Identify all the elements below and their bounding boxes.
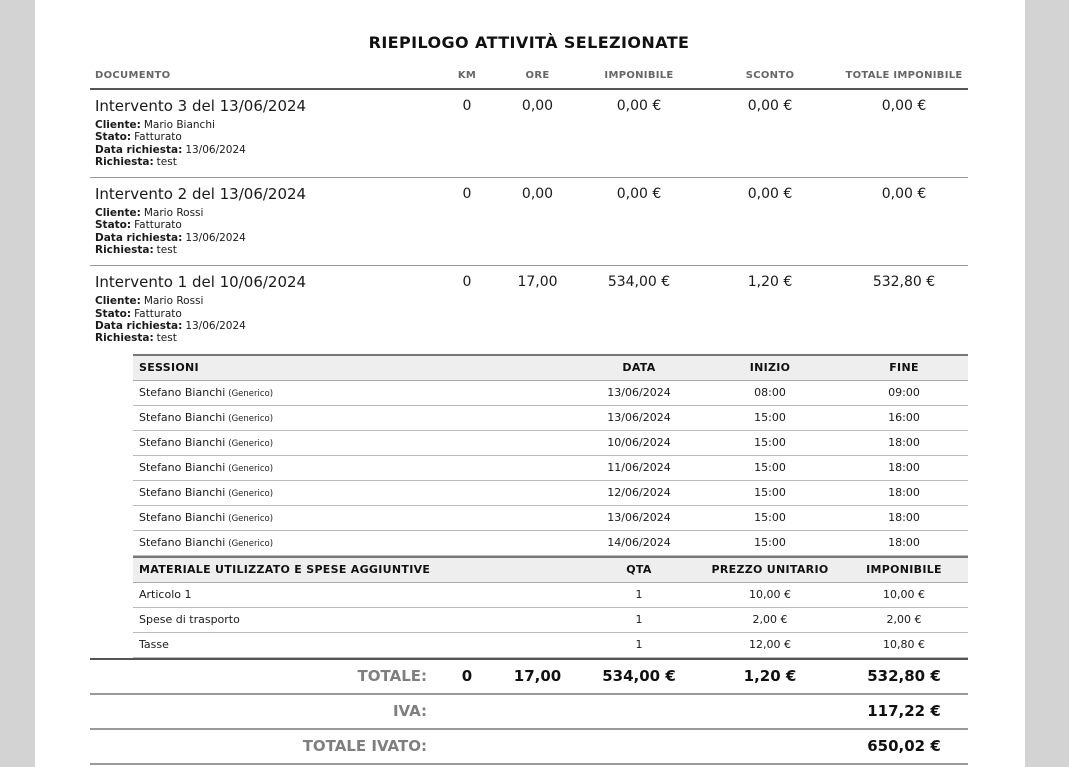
session-operator: Stefano Bianchi (Generico) [133,405,578,430]
session-row [133,430,968,455]
session-fine: 18:00 [840,455,968,480]
report-sheet [35,0,1025,767]
sessions-header-data: DATA [578,355,700,381]
page-title: RIEPILOGO ATTIVITÀ SELEZIONATE [368,33,690,52]
col-header-sconto: SCONTO [700,66,840,89]
operator-type: (Generico) [228,463,274,474]
operator-type: (Generico) [228,388,274,399]
material-imponibile: 10,80 € [840,632,968,657]
operator-type: (Generico) [228,413,274,424]
table-row [90,89,968,178]
intervention-document [90,266,437,354]
session-inizio: 15:00 [700,405,840,430]
session-row [133,530,968,555]
session-operator: Stefano Bianchi (Generico) [133,380,578,405]
cell-km: 0 [437,89,497,178]
sessions-header-inizio: INIZIO [700,355,840,381]
report-content [90,0,968,765]
session-inizio: 15:00 [700,530,840,555]
session-fine: 18:00 [840,430,968,455]
cell-ore: 0,00 [497,178,578,266]
materials-header-prezzo: PREZZO UNITARIO [700,557,840,583]
col-header-documento: DOCUMENTO [90,66,437,89]
operator-type: (Generico) [228,538,274,549]
material-prezzo: 12,00 € [700,632,840,657]
intervention-document [90,89,437,178]
detail-data-richiesta: Data richiesta: 13/06/2024 [95,319,246,332]
sessions-header-fine: FINE [840,355,968,381]
detail-cliente: Cliente: Mario Bianchi [95,119,215,131]
session-inizio: 15:00 [700,455,840,480]
table-row [90,178,968,266]
detail-stato: Stato: Fatturato [95,219,182,232]
detail-stato: Stato: Fatturato [95,131,182,144]
detail-richiesta: Richiesta: test [95,332,177,345]
cell-sconto: 0,00 € [700,178,840,266]
detail-data-richiesta: Data richiesta: 13/06/2024 [95,231,246,244]
cell-totale-imponibile: 0,00 € [840,89,968,178]
detail-stato: Stato: Fatturato [95,307,182,320]
cell-km: 0 [462,274,472,291]
cell-sconto: 0,00 € [700,89,840,178]
session-data: 10/06/2024 [578,430,700,455]
session-inizio: 15:00 [700,480,840,505]
material-imponibile: 10,00 € [840,582,968,607]
total-sconto: 1,20 € [700,659,840,694]
material-row [133,582,968,607]
total-ore: 17,00 [497,659,578,694]
session-fine: 09:00 [840,380,968,405]
material-row [133,607,968,632]
material-name: Tasse [133,632,578,657]
material-qta: 1 [578,632,700,657]
detail-data-richiesta: Data richiesta: 13/06/2024 [95,143,246,156]
session-operator: Stefano Bianchi (Generico) [133,455,578,480]
session-operator: Stefano Bianchi (Generico) [133,505,578,530]
materials-header-name: MATERIALE UTILIZZATO E SPESE AGGIUNTIVE [133,557,578,583]
cell-ore: 17,00 [517,274,558,291]
material-name: Spese di trasporto [133,607,578,632]
intervention-title: Intervento 2 del 13/06/2024 [95,185,307,204]
session-operator: Stefano Bianchi (Generico) [133,480,578,505]
iva-label: IVA: [90,694,437,729]
session-inizio: 15:00 [700,430,840,455]
session-data: 12/06/2024 [578,480,700,505]
sessions-table [133,354,968,556]
nested-tables-row [90,354,968,659]
operator-type: (Generico) [228,513,274,524]
material-qta: 1 [578,582,700,607]
intervention-title: Intervento 3 del 13/06/2024 [95,97,307,115]
session-row [133,380,968,405]
session-inizio: 15:00 [700,505,840,530]
materials-header-imponibile: IMPONIBILE [840,557,968,583]
operator-type: (Generico) [228,488,274,499]
session-inizio: 08:00 [700,380,840,405]
col-header-imponibile: IMPONIBILE [578,66,700,89]
materials-table [133,556,968,658]
total-km: 0 [437,659,497,694]
intervention-document [90,178,437,266]
session-data: 14/06/2024 [578,530,700,555]
intervention-title: Intervento 1 del 10/06/2024 [95,273,307,292]
totale-ivato-row [90,729,968,764]
detail-richiesta: Richiesta: test [95,244,177,257]
cell-totale-imponibile: 0,00 € [840,178,968,266]
material-imponibile: 2,00 € [840,607,968,632]
operator-type: (Generico) [228,438,274,449]
session-data: 13/06/2024 [578,380,700,405]
table-row [90,266,968,354]
session-data: 13/06/2024 [578,405,700,430]
total-imponibile: 534,00 € [578,659,700,694]
total-totale-imponibile: 532,80 € [840,659,968,694]
session-data: 13/06/2024 [578,505,700,530]
session-row [133,405,968,430]
session-fine: 18:00 [840,480,968,505]
totale-ivato-label: TOTALE IVATO: [90,729,437,764]
session-fine: 18:00 [840,530,968,555]
detail-cliente: Cliente: Mario Rossi [95,295,204,308]
materials-header-qta: QTA [578,557,700,583]
session-row [133,505,968,530]
detail-richiesta: Richiesta: test [95,155,177,168]
cell-totale-imponibile: 532,80 € [872,274,936,291]
material-row [133,632,968,657]
session-fine: 18:00 [840,505,968,530]
totale-ivato-value: 650,02 € [840,729,968,764]
iva-row [90,694,968,729]
cell-ore: 0,00 [497,89,578,178]
cell-imponibile: 534,00 € [607,274,671,291]
sessions-header-name: SESSIONI [133,355,578,381]
session-fine: 16:00 [840,405,968,430]
table-header-row [90,66,968,89]
session-data: 11/06/2024 [578,455,700,480]
cell-sconto: 1,20 € [747,274,793,291]
cell-km: 0 [437,178,497,266]
cell-imponibile: 0,00 € [578,89,700,178]
col-header-km: KM [437,66,497,89]
material-qta: 1 [578,607,700,632]
material-prezzo: 10,00 € [700,582,840,607]
cell-imponibile: 0,00 € [578,178,700,266]
col-header-ore: ORE [497,66,578,89]
totals-row [90,659,968,694]
material-name: Articolo 1 [133,582,578,607]
session-operator: Stefano Bianchi (Generico) [133,530,578,555]
sessions-header-row [133,355,968,381]
session-row [133,480,968,505]
session-operator: Stefano Bianchi (Generico) [133,430,578,455]
detail-cliente: Cliente: Mario Rossi [95,207,204,220]
totale-label: TOTALE: [90,659,437,694]
material-prezzo: 2,00 € [700,607,840,632]
activities-table [90,66,968,765]
col-header-totale-imponibile: TOTALE IMPONIBILE [840,66,968,89]
iva-value: 117,22 € [840,694,968,729]
materials-header-row [133,557,968,583]
session-row [133,455,968,480]
